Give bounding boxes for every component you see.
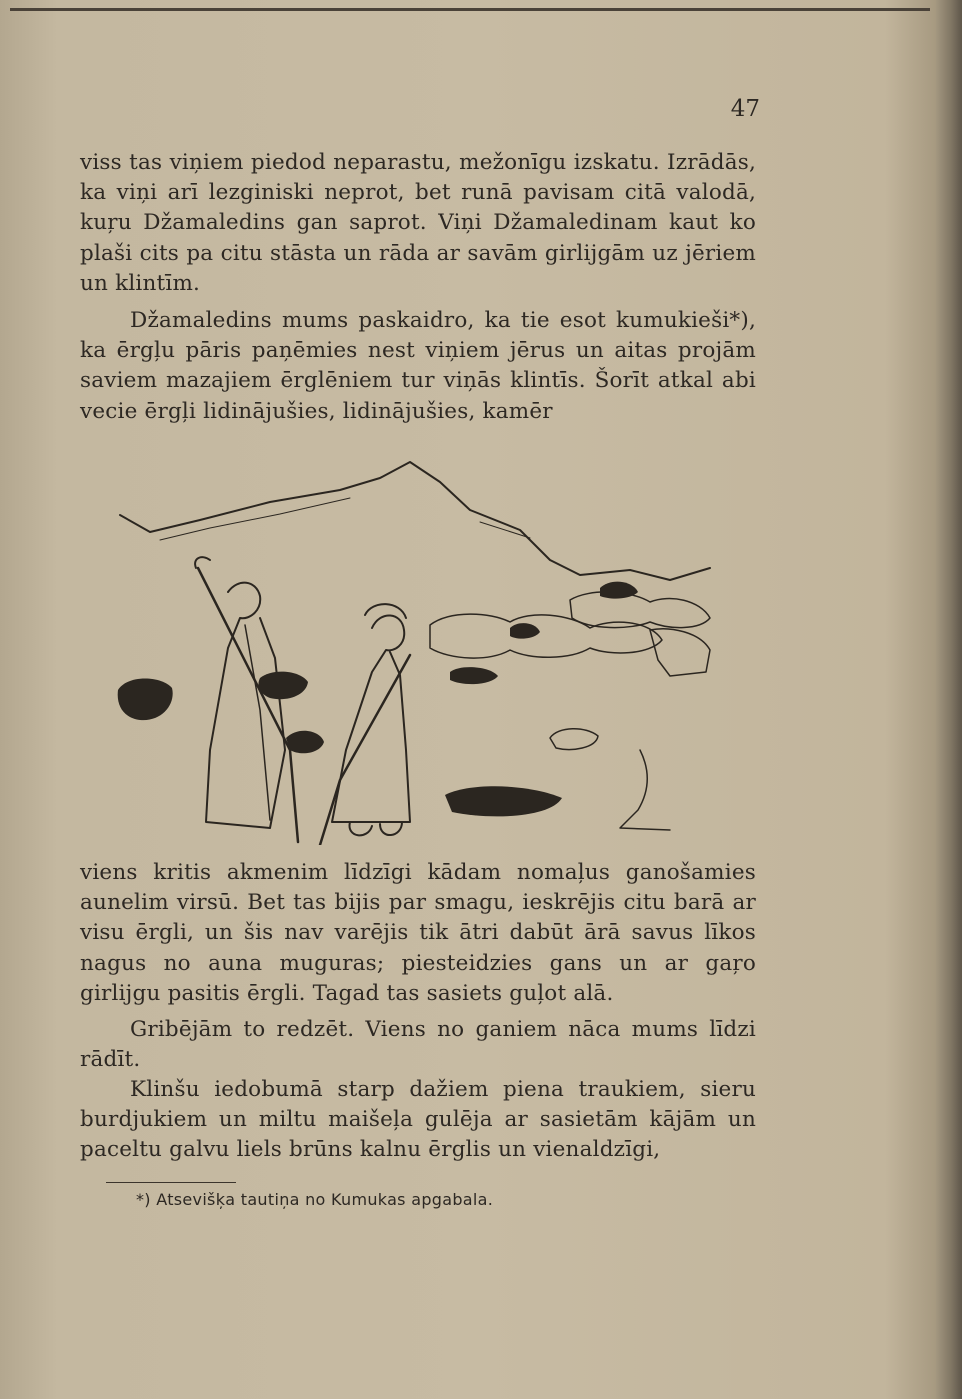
dark-sheep bbox=[286, 731, 324, 754]
sheep bbox=[550, 729, 598, 750]
mountain-ridge bbox=[120, 462, 710, 580]
shepherd-figure bbox=[206, 583, 285, 828]
shepherds-illustration bbox=[110, 450, 740, 845]
dark-sheep bbox=[450, 667, 498, 684]
sheep-flock bbox=[570, 592, 710, 628]
dark-sheep bbox=[118, 679, 173, 721]
page-number: 47 bbox=[730, 96, 760, 122]
shepherd-figure bbox=[245, 625, 270, 820]
footnote: *) Atsevišķa tautiņa no Kumukas apgabala. bbox=[136, 1190, 494, 1209]
dark-sheep bbox=[510, 623, 540, 639]
mountain-ridge bbox=[160, 498, 350, 540]
top-rule bbox=[10, 8, 930, 11]
paragraph: Klinšu iedobumā starp dažiem piena traukiem, sieru burdjukiem un miltu maišeļa gulēja ar sasietām kājām un paceltu galvu liels brūns kalnu ērglis un vienaldzīgi, bbox=[80, 1077, 756, 1163]
dark-sheep bbox=[445, 786, 562, 816]
sheep-flock bbox=[430, 614, 662, 658]
shepherd-staff bbox=[195, 557, 210, 568]
shepherd-feet bbox=[350, 822, 402, 835]
shepherd-figure bbox=[332, 615, 410, 822]
paragraph: Gribējām to redzēt. Viens no ganiem nāca mums līdzi rādīt. bbox=[80, 1017, 756, 1073]
paragraph: Džamaledins mums paskaidro, ka tie esot kumukieši*), ka ērgļu pāris paņēmies nest viņiem jērus un aitas projām saviem mazajiem ērglēniem tur viņās klintīs. Šorīt atkal abi vecie ērgļi lidinājušies, lidinājušies, kamēr bbox=[80, 308, 756, 424]
eagle bbox=[620, 750, 670, 830]
dark-sheep bbox=[600, 582, 638, 599]
footnote-rule bbox=[106, 1182, 236, 1183]
shepherd-staff bbox=[198, 568, 298, 842]
page-edge bbox=[936, 0, 962, 1399]
paragraph: viens kritis akmenim līdzīgi kādam nomaļus ganošamies aunelim virsū. Bet tas bijis par smagu, ieskrējis citu barā ar visu ērgli, un šis nav varējis tik ātri dabūt ārā savus līkos nagus no auna muguras; piesteidzies gans un ar gaŗo girlijgu pasitis ērgli. Tagad tas sasiets guļot alā. bbox=[80, 860, 756, 1006]
dark-sheep bbox=[258, 672, 308, 700]
paragraph: viss tas viņiem piedod neparastu, mežonīgu izskatu. Izrādās, ka viņi arī lezginiski neprot, bet runā pavisam citā valodā, kuŗu Džamaledins gan saprot. Viņi Džamaledinam kaut ko plaši cits pa citu stāsta un rāda ar savām girlijgām uz jēriem un klintīm. bbox=[80, 150, 756, 296]
